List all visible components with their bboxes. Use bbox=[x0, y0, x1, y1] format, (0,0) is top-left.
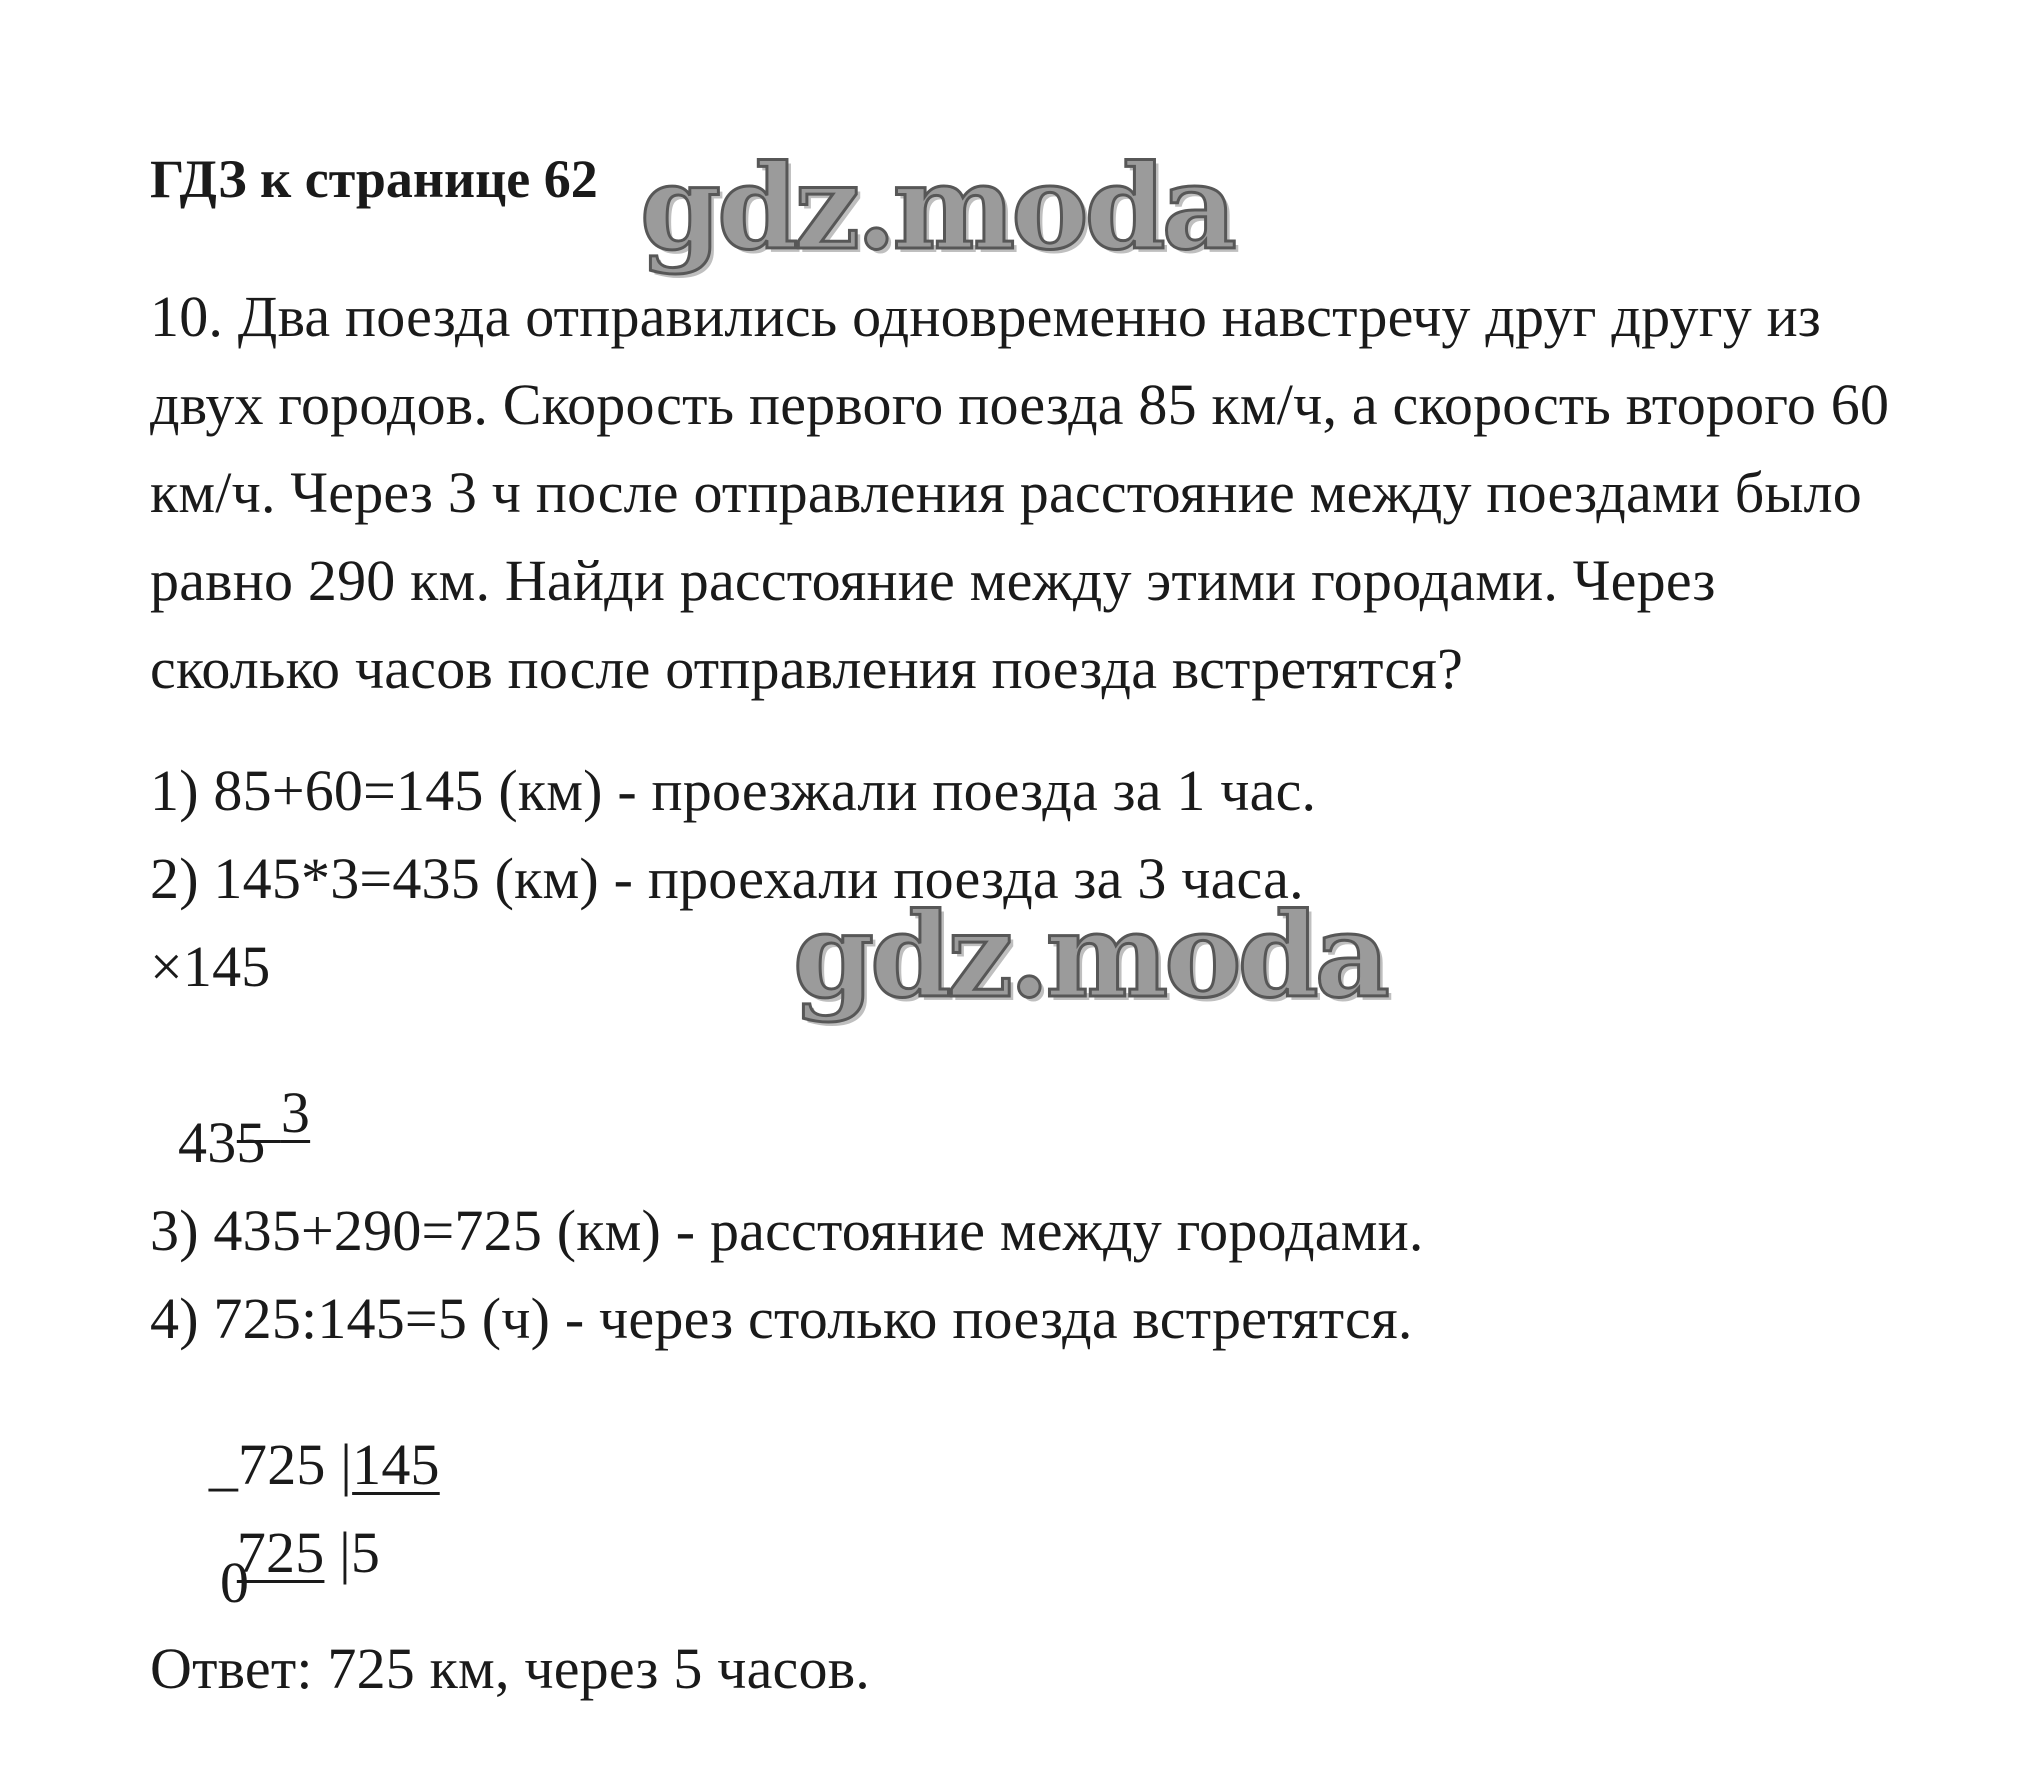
problem-line-1: 10. Два поезда отправились одновременно навстречу друг другу из bbox=[150, 284, 1821, 349]
solution-step-1: 1) 85+60=145 (км) - проезжали поезда за 1 час. bbox=[150, 758, 1317, 823]
divisor-underlined: 145 bbox=[352, 1432, 440, 1497]
answer-line: Ответ: 725 км, через 5 часов. bbox=[150, 1636, 870, 1701]
watermark-middle: gdz.moda bbox=[793, 888, 1386, 1024]
watermark-top: gdz.moda bbox=[640, 140, 1233, 276]
solution-step-4: 4) 725:145=5 (ч) - через столько поезда встретятся. bbox=[150, 1286, 1413, 1351]
problem-line-4: равно 290 км. Найди расстояние между этими городами. Через bbox=[150, 548, 1716, 613]
multiplication-result: 435 bbox=[178, 1110, 266, 1175]
solution-step-2: 2) 145*3=435 (км) - проехали поезда за 3 часа. bbox=[150, 846, 1304, 911]
division-remainder: 0 bbox=[220, 1550, 250, 1615]
solution-step-3: 3) 435+290=725 (км) - расстояние между городами. bbox=[150, 1198, 1424, 1263]
division-line-2: 725 |5 bbox=[236, 1520, 381, 1585]
problem-line-3: км/ч. Через 3 ч после отправления расстояние между поездами было bbox=[150, 460, 1862, 525]
subtrahend-underlined: 725 bbox=[236, 1520, 325, 1585]
page-title: ГДЗ к странице 62 bbox=[150, 149, 598, 209]
division-line-1: _725 |145 bbox=[208, 1432, 440, 1497]
problem-line-2: двух городов. Скорость первого поезда 85 км/ч, а скорость второго 60 bbox=[150, 372, 1890, 437]
multiplication-line-1: ×145 bbox=[150, 934, 271, 999]
problem-line-5: сколько часов после отправления поезда встретятся? bbox=[150, 636, 1464, 701]
multiplier-underlined: 3 bbox=[280, 1080, 311, 1145]
